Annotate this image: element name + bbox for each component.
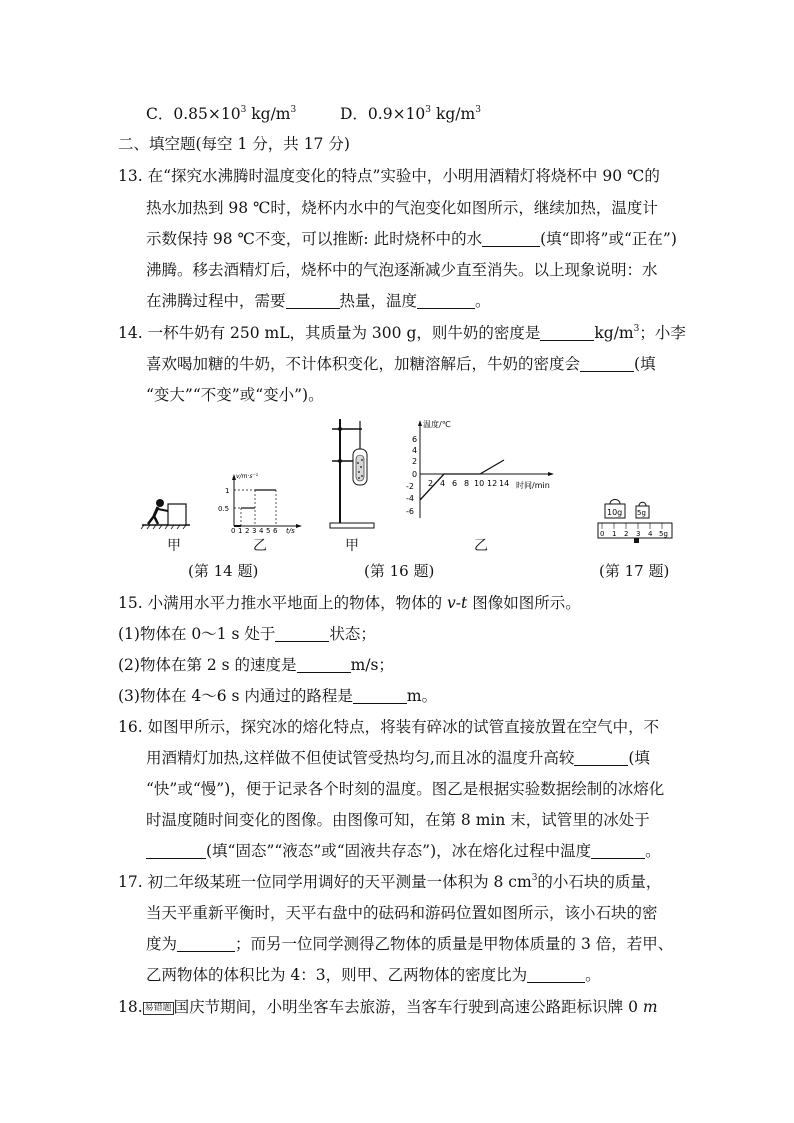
temp-ytick-2: 2	[412, 457, 418, 466]
q15-dash: -	[455, 594, 462, 612]
q16-temp-graph	[398, 418, 558, 522]
temp-ytick-m4: -4	[406, 494, 414, 503]
temp-ytick-m6: -6	[406, 507, 414, 516]
q14-line-1	[118, 323, 686, 343]
answer-blank[interactable]	[482, 230, 540, 247]
q13-line-5-mid: 热量，温度	[339, 292, 418, 310]
q13-line-5	[146, 291, 491, 311]
temp-xtick-14: 14	[499, 479, 510, 488]
answer-blank[interactable]	[353, 687, 407, 704]
q18-m: m	[642, 998, 658, 1016]
caption-q17: (第 17 题)	[599, 562, 670, 580]
temp-xtick-4: 4	[440, 479, 446, 488]
q17-line-1-text: 17. 初二年级某班一位同学用调好的天平测量一体积为 8 cm	[118, 873, 532, 891]
q12-option-c-text: C．0.85×10	[146, 105, 241, 123]
rider	[634, 538, 639, 543]
vt-xtick-0: 0	[231, 527, 236, 534]
q15-sub-1-tail: 状态；	[329, 625, 376, 643]
q13-line-4: 沸腾。移去酒精灯后，烧杯中的气泡逐渐减少直至消失。以上现象说明：水	[146, 261, 658, 279]
vt-xtick-2: 2	[245, 527, 250, 534]
q13-line-5-text: 在沸腾过程中，需要	[146, 292, 286, 310]
superscript: 3	[531, 873, 538, 883]
temp-xtick-10: 10	[474, 479, 485, 488]
q17-line-3	[146, 934, 673, 954]
temp-xtick-6: 6	[452, 479, 458, 488]
temp-xtick-2: 2	[428, 479, 434, 488]
scale-tick-0: 0	[600, 530, 605, 538]
q13-line-3-text: 示数保持 98 ℃不变，可以推断: 此时烧杯中的水	[146, 230, 483, 248]
answer-blank[interactable]	[286, 292, 340, 309]
answer-blank[interactable]	[177, 935, 235, 952]
q15-sub-1-text: (1)物体在 0～1 s 处于	[118, 625, 276, 643]
q16-line-5	[146, 841, 661, 861]
scale-tick-4: 4	[648, 530, 653, 538]
q17-line-1	[118, 872, 661, 892]
superscript: 3	[475, 105, 481, 115]
q15-sub-2	[118, 655, 394, 675]
q14-line-2-text: 喜欢喝加糖的牛奶，不计体积变化，加糖溶解后，牛奶的密度会	[146, 355, 581, 373]
q13-line-3	[146, 229, 677, 249]
q16-line-3: “快”或“慢”)，便于记录各个时刻的温度。图乙是根据实验数据绘制的冰熔化	[146, 780, 665, 798]
q18-line-1	[118, 997, 658, 1017]
q14-line-2	[146, 354, 656, 374]
unit: kg/m	[246, 105, 291, 123]
superscript: 3	[290, 105, 297, 115]
q17-line-3-tail: ；而另一位同学测得乙物体的质量是甲物体质量的 3 倍，若甲、	[235, 935, 674, 953]
unit: kg/m	[431, 105, 476, 123]
superscript: 3	[425, 105, 432, 115]
scale-tick-2: 2	[624, 530, 629, 538]
q17-line-4-text: 乙两物体的体积比为 4：3，则甲、乙两物体的密度比为	[146, 966, 528, 984]
q14-line-3: “变大”“不变”或“变小”)。	[146, 386, 324, 404]
q14-figure-push	[140, 488, 192, 530]
q15-sub-3-text: (3)物体在 4～6 s 内通过的路程是	[118, 687, 353, 705]
q15-line-1-text: 15. 小满用水平力推水平地面上的物体，物体的	[118, 594, 448, 612]
temp-xtick-8: 8	[464, 479, 470, 488]
answer-blank[interactable]	[275, 625, 329, 642]
q15-sub-2-tail: m/s；	[350, 656, 394, 674]
vt-x-label: t/s	[286, 527, 295, 534]
q15-t: t	[461, 594, 468, 612]
vt-ytick-05: 0.5	[218, 505, 230, 513]
q15-v: v	[447, 594, 456, 612]
q17-line-1-tail: 的小石块的质量，	[537, 873, 662, 891]
answer-blank[interactable]	[540, 324, 594, 341]
q14-line-1-text: 14. 一杯牛奶有 250 mL，其质量为 300 g，则牛奶的密度是	[118, 324, 541, 342]
temp-ytick-4: 4	[412, 446, 418, 455]
q16-line-5-end: 。	[645, 842, 661, 860]
temp-ytick-m2: -2	[406, 482, 414, 491]
unit: kg/m	[594, 324, 634, 342]
temp-ytick-0: 0	[412, 470, 418, 479]
answer-blank[interactable]	[527, 966, 585, 983]
temp-y-label: 温度/℃	[423, 420, 451, 429]
q13-line-5-end: 。	[475, 292, 491, 310]
label-jia-16: 甲	[345, 538, 359, 554]
error-prone-tag: 易错题	[144, 1003, 172, 1013]
vt-xtick-1: 1	[238, 527, 243, 534]
q13-line-3-tail: (填“即将”或“正在”)	[540, 230, 677, 248]
q14-line-2-tail: (填	[634, 355, 656, 373]
vt-xtick-6: 6	[273, 527, 278, 534]
q16-stand-figure	[328, 415, 376, 529]
q13-line-1: 13. 在“探究水沸腾时温度变化的特点”实验中，小明用酒精灯将烧杯中 90 ℃的	[118, 167, 660, 185]
answer-blank[interactable]	[417, 292, 475, 309]
weight-5g-label: 5g	[637, 509, 646, 517]
q15-line-1	[118, 593, 581, 613]
label-jia-14: 甲	[167, 538, 181, 554]
q16-line-2-text: 用酒精灯加热,这样做不但使试管受热均匀,而且冰的温度升高较	[146, 749, 575, 767]
q15-sub-3-tail: m。	[406, 687, 438, 705]
temp-ytick-6: 6	[412, 435, 418, 444]
scale-tick-3: 3	[636, 530, 641, 538]
q17-line-3-text: 度为	[146, 935, 178, 953]
superscript: 3	[633, 324, 640, 334]
vt-xtick-5: 5	[266, 527, 271, 534]
label-yi-14: 乙	[253, 538, 267, 554]
q17-line-4-end: 。	[585, 966, 601, 984]
q16-line-2	[146, 748, 650, 768]
weight-10g-label: 10g	[607, 508, 623, 517]
q12-option-c	[146, 104, 296, 124]
q14-vt-graph	[212, 470, 304, 534]
q16-line-5-text: (填“固态”“液态”或“固液共存态”)，冰在熔化过程中温度	[206, 842, 592, 860]
q16-line-4: 时温度随时间变化的图像。由图像可知，在第 8 min 末，试管里的冰处于	[146, 811, 650, 829]
label-yi-16: 乙	[474, 538, 488, 554]
q15-sub-1	[118, 624, 376, 644]
vt-y-label: v/m·s⁻¹	[236, 473, 259, 480]
q13-line-2: 热水加热到 98 ℃时，烧杯内水中的气泡变化如图所示，继续加热，温度计	[146, 199, 658, 217]
q17-line-2: 当天平重新平衡时，天平右盘中的砝码和游码位置如图所示，该小石块的密	[146, 904, 658, 922]
vt-xtick-4: 4	[259, 527, 264, 534]
caption-q16: (第 16 题)	[364, 562, 435, 580]
scale-tick-5g: 5g	[659, 530, 668, 538]
answer-blank[interactable]	[591, 842, 645, 859]
q14-line-1-tail: ；小李	[639, 324, 686, 342]
superscript: 3	[240, 105, 247, 115]
answer-blank[interactable]	[297, 656, 351, 673]
answer-blank[interactable]	[580, 355, 634, 372]
q17-line-4	[146, 965, 601, 985]
temp-x-label: 时间/min	[516, 481, 550, 490]
vt-ytick-1: 1	[225, 487, 230, 495]
temp-xtick-12: 12	[487, 479, 498, 488]
q12-option-d-text: D．0.9×10	[340, 105, 426, 123]
q16-line-2-tail: (填	[628, 749, 650, 767]
q15-sub-2-text: (2)物体在第 2 s 的速度是	[118, 656, 297, 674]
answer-blank[interactable]	[146, 842, 206, 859]
q15-line-1-end: 图像如图所示。	[467, 594, 581, 612]
q16-line-1: 16. 如图甲所示，探究冰的熔化特点，将装有碎冰的试管直接放置在空气中，不	[118, 718, 660, 736]
section-title: 二、填空题(每空 1 分，共 17 分)	[118, 135, 350, 153]
q12-option-d	[340, 104, 481, 124]
caption-q14: (第 14 题)	[188, 562, 259, 580]
scale-tick-1: 1	[612, 530, 617, 538]
answer-blank[interactable]	[574, 749, 628, 766]
q17-balance-figure	[596, 494, 676, 548]
vt-xtick-3: 3	[252, 527, 257, 534]
q18-number: 18.	[118, 998, 143, 1016]
q18-text: 国庆节期间，小明坐客车去旅游，当客车行驶到高速公路距标识牌 0	[173, 998, 643, 1016]
q15-sub-3	[118, 686, 437, 706]
